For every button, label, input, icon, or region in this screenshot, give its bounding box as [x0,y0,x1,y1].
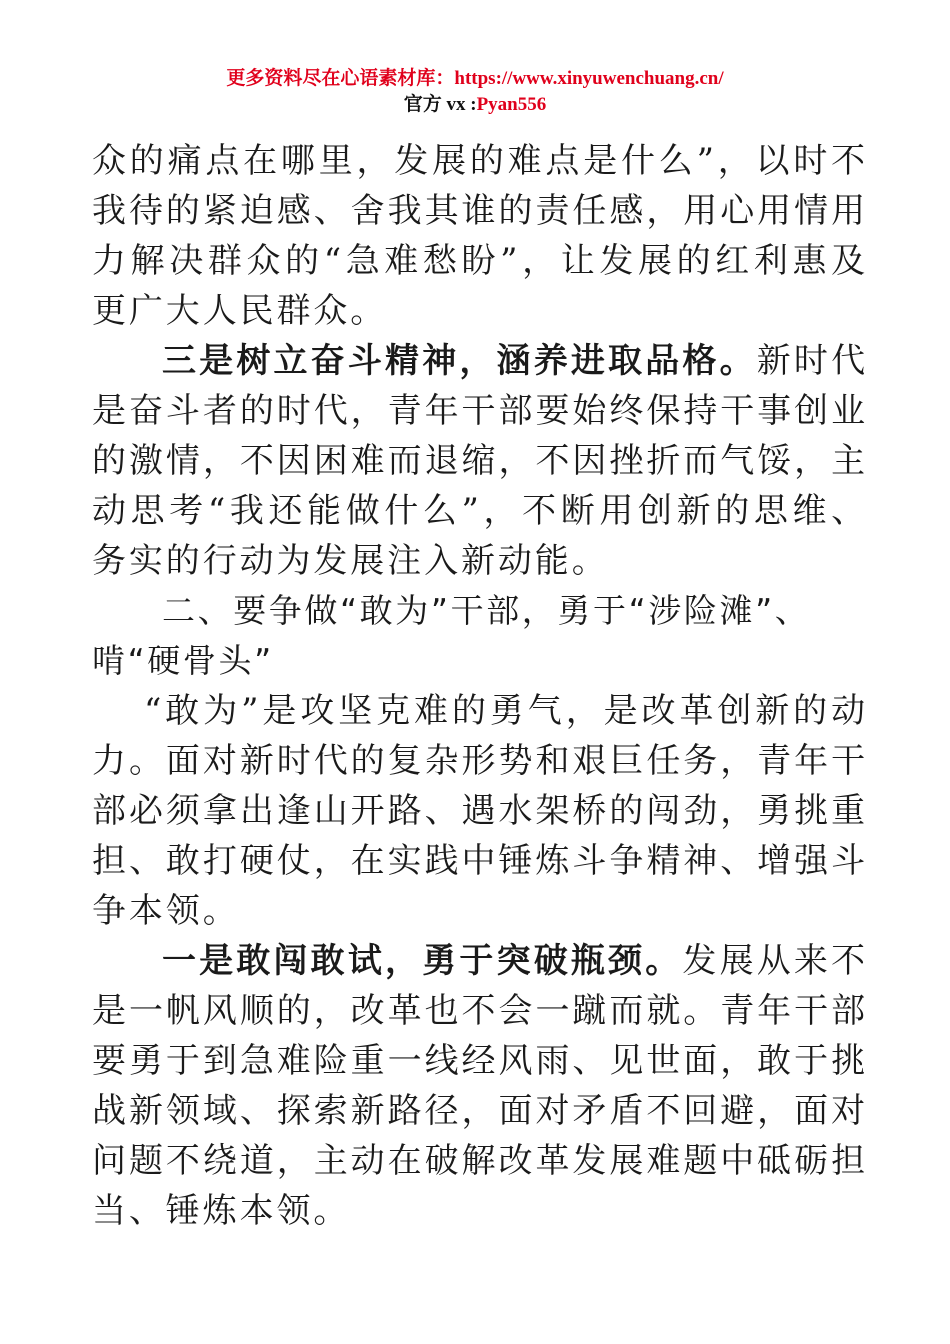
header-wechat-label: 官方 vx : [403,94,477,115]
watermark-header [0,66,950,118]
section-heading-2: 二、要争做“敢为”干部，勇于“涉险滩”、啃“硬骨头” [92,591,811,680]
paragraph-2-lead: 三是树立奋斗精神，涵养进取品格。 [162,341,757,381]
paragraph-4-lead: 一是敢闯敢试，勇于突破瓶颈。 [162,941,683,981]
header-wechat-handle: Pyan556 [476,94,547,115]
paragraph-1: 众的痛点在哪里，发展的难点是什么”，以时不我待的紧迫感、舍我其谁的责任感，用心用情用力解决群众的“急难愁盼”，让发展的红利惠及更广大人民群众。 [92,141,868,331]
paragraph-3: “敢为”是攻坚克难的勇气，是改革创新的动力。面对新时代的复杂形势和艰巨任务，青年干部必须拿出逢山开路、遇水架桥的闯劲，勇挑重担、敢打硬仗，在实践中锤炼斗争精神、增强斗争本领。 [92,691,868,931]
header-site-label: 更多资料尽在心语素材库： [226,68,455,89]
paragraph-2-text: 新时代是奋斗者的时代，青年干部要始终保持干事创业的激情，不因困难而退缩，不因挫折而气馁，主动思考“我还能做什么”，不断用创新的思维、务实的行动为发展注入新动能。 [92,341,868,581]
paragraph-4-text: 发展从来不是一帆风顺的，改革也不会一蹴而就。青年干部要勇于到急难险重一线经风雨、见世面，敢于挑战新领域、探索新路径，面对矛盾不回避，面对问题不绕道，主动在破解改革发展难题中砥砺担当、锤炼本领。 [92,941,868,1231]
header-line-1 [0,66,950,92]
paragraph-4 [92,936,868,1236]
header-line-2 [0,92,950,118]
header-site-url[interactable]: https://www.xinyuwenchuang.cn/ [454,68,724,89]
document-body [92,136,868,1236]
paragraph-2 [92,336,868,586]
